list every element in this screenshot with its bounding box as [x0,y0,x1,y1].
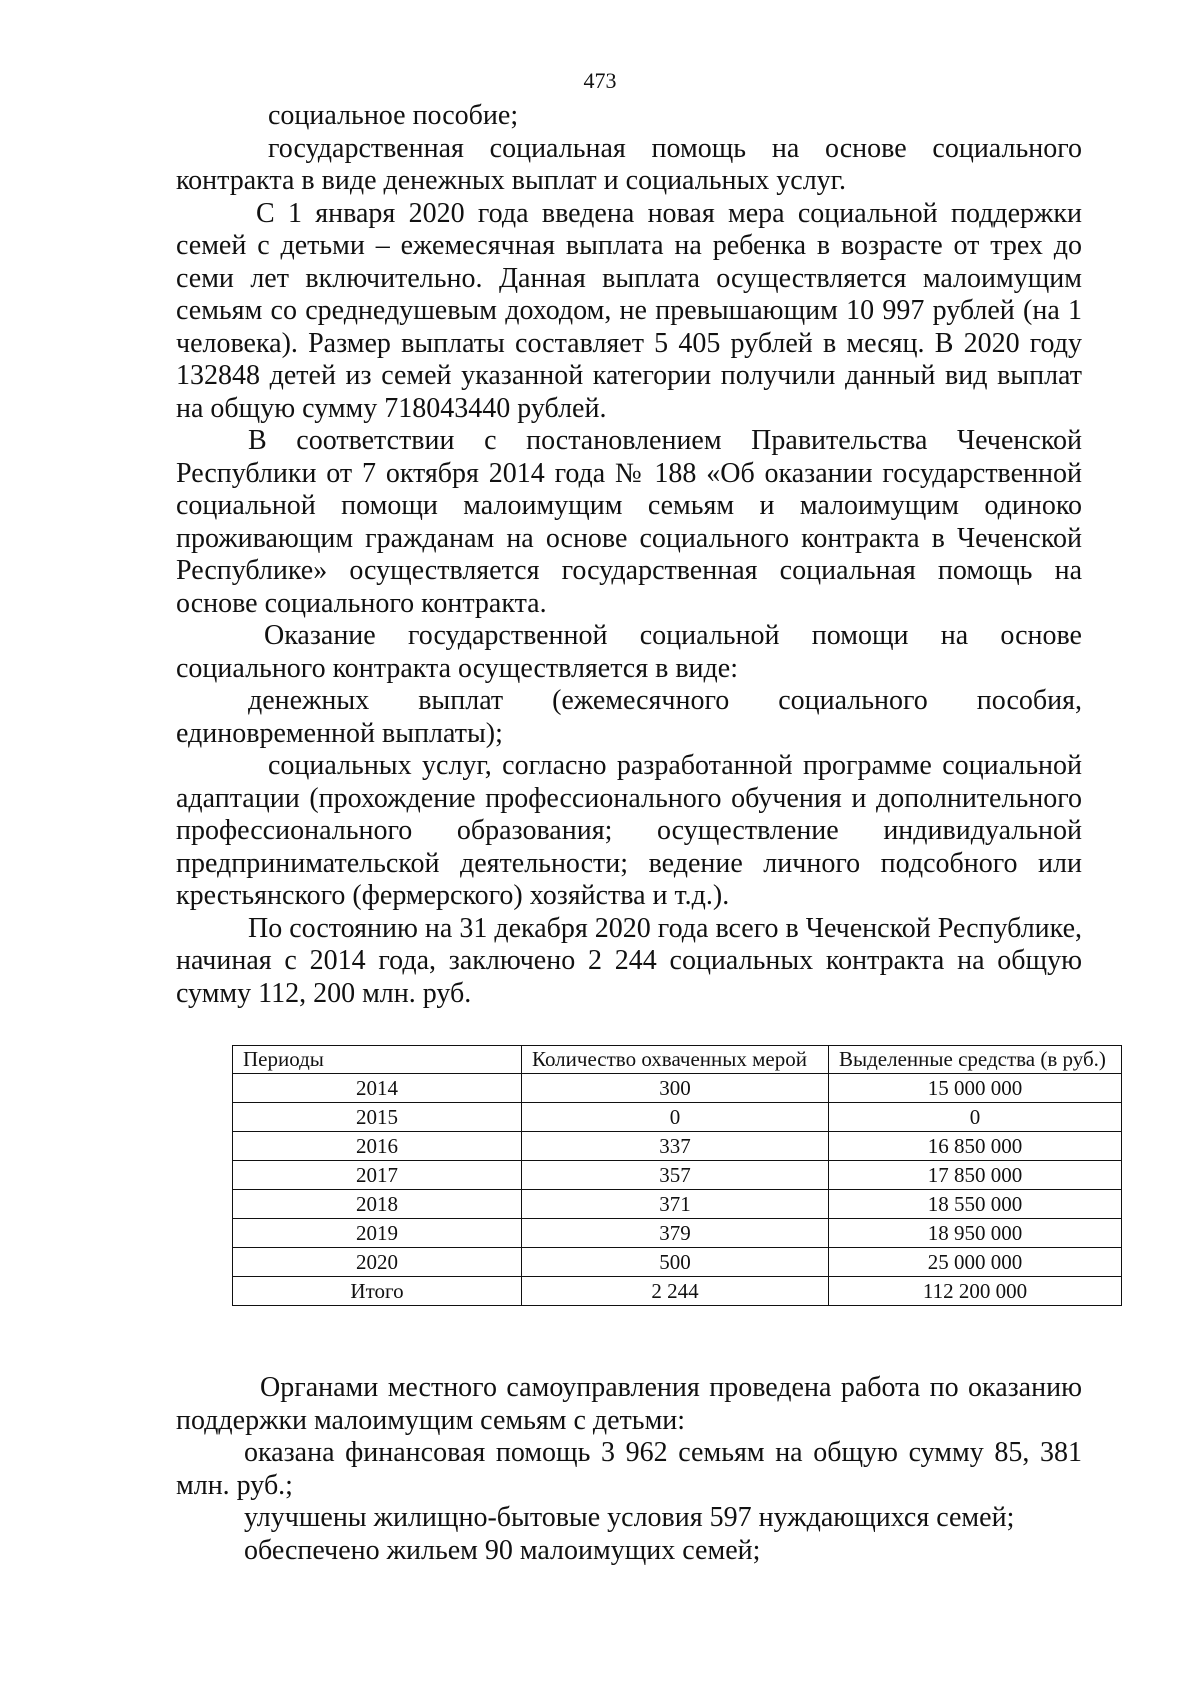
paragraph-social-services: социальных услуг, согласно разработанной программе социальной адаптации (прохождение профессионального обучения и дополнительного профессионального образования; осуществление индивидуальной предпринимательской деятельности; ведение личного подсобного или крестьянского (фермерского) хозяйства и т.д.). [176,750,1082,911]
cell-funds: 18 950 000 [829,1219,1122,1248]
cell-period: 2015 [233,1103,522,1132]
table-row [233,1074,1122,1103]
cell-period: 2014 [233,1074,522,1103]
table-row [233,1132,1122,1161]
paragraph-contracts-total: По состоянию на 31 декабря 2020 года всего в Чеченской Республике, начиная с 2014 года, заключено 2 244 социальных контракта на общую сумму 112, 200 млн. руб. [176,912,1082,1009]
social-contracts-table [232,1045,1122,1306]
page-number: 473 [583,68,617,93]
cell-funds: 18 550 000 [829,1190,1122,1219]
paragraph-housing-provided: обеспечено жильем 90 малоимущих семей; [244,1534,761,1566]
header-count: Количество охваченных мерой [522,1046,829,1074]
paragraph-government-decree: В соответствии с постановлением Правительства Чеченской Республики от 7 октября 2014 года № 188 «Об оказании государственной социальной помощи малоимущим семьям и малоимущим одиноко проживающим гражданам на основе социального контракта в Чеченской Республике» осуществляется государственная социальная помощь на основе социального контракта. [176,425,1082,619]
paragraph-cash-payments: денежных выплат (ежемесячного социального пособия, единовременной выплаты); [176,685,1082,749]
table-row [233,1161,1122,1190]
paragraph-financial-aid: оказана финансовая помощь 3 962 семьям на общую сумму 85, 381 млн. руб.; [176,1437,1082,1501]
paragraph-monthly-payment: С 1 января 2020 года введена новая мера социальной поддержки семей с детьми – ежемесячная выплата на ребенка в возрасте от трех до семи лет включительно. Данная выплата осуществляется малоимущим семьям со среднедушевым доходом, не превышающим 10 997 рублей (на 1 человека). Размер выплаты составляет 5 405 рублей в месяц. В 2020 году 132848 детей из семей указанной категории получили данный вид выплат на общую сумму 718043440 рублей. [176,197,1082,424]
cell-funds: 25 000 000 [829,1248,1122,1277]
paragraph-state-assistance: государственная социальная помощь на основе социального контракта в виде денежных выплат и социальных услуг. [176,132,1082,196]
cell-count: 371 [522,1190,829,1219]
cell-period: 2018 [233,1190,522,1219]
cell-count: 357 [522,1161,829,1190]
cell-period: 2020 [233,1248,522,1277]
paragraph-housing-improved: улучшены жилищно-бытовые условия 597 нуждающихся семей; [244,1502,1015,1533]
table-header-row [233,1046,1122,1074]
paragraph-local-government: Органами местного самоуправления проведена работа по оказанию поддержки малоимущим семьям с детьми: [176,1372,1082,1436]
cell-funds: 17 850 000 [829,1161,1122,1190]
table-row [233,1190,1122,1219]
cell-count: 379 [522,1219,829,1248]
cell-count: 337 [522,1132,829,1161]
cell-period: 2019 [233,1219,522,1248]
table-row [233,1219,1122,1248]
paragraph-assistance-forms: Оказание государственной социальной помощи на основе социального контракта осуществляется в виде: [176,620,1082,684]
cell-funds: 16 850 000 [829,1132,1122,1161]
cell-total-funds: 112 200 000 [829,1277,1122,1306]
header-funds: Выделенные средства (в руб.) [829,1046,1122,1074]
cell-total-label: Итого [233,1277,522,1306]
cell-count: 0 [522,1103,829,1132]
paragraph-social-benefit: социальное пособие; [268,100,519,131]
body-text-bottom [176,1372,1082,1567]
table-total-row [233,1277,1122,1306]
table-row [233,1103,1122,1132]
cell-funds: 15 000 000 [829,1074,1122,1103]
cell-count: 500 [522,1248,829,1277]
cell-total-count: 2 244 [522,1277,829,1306]
cell-count: 300 [522,1074,829,1103]
cell-period: 2016 [233,1132,522,1161]
header-periods: Периоды [233,1046,522,1074]
table-row [233,1248,1122,1277]
cell-period: 2017 [233,1161,522,1190]
body-text-top [176,100,1082,1010]
cell-funds: 0 [829,1103,1122,1132]
